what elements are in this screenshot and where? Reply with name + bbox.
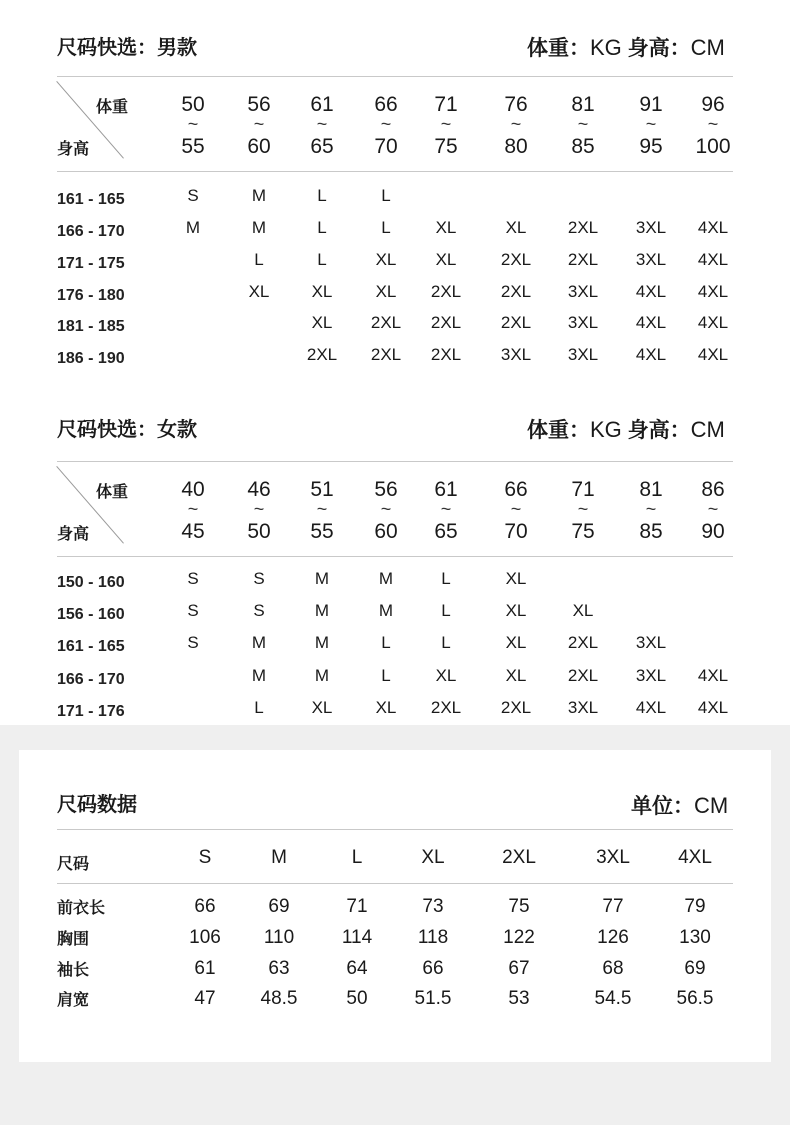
weight-range-high: 75 — [434, 135, 458, 158]
women-title: 尺码快选：女款 — [57, 419, 197, 441]
height-range-label: 171 - 175 — [57, 255, 125, 272]
size-cell: XL — [505, 218, 527, 237]
size-cell: L — [381, 633, 391, 652]
size-cell: 2XL — [500, 313, 532, 332]
women-header-weight: 体重 — [96, 484, 129, 501]
size-cell: 3XL — [500, 345, 532, 364]
weight-range-high: 95 — [639, 135, 663, 158]
weight-range-tilde: ~ — [510, 499, 522, 519]
size-cell: L — [317, 250, 327, 269]
weight-range-low: 66 — [504, 478, 528, 501]
weight-range-low: 50 — [181, 93, 205, 116]
size-cell: XL — [505, 569, 527, 588]
size-cell: S — [187, 186, 199, 205]
unit-kg: KG — [590, 35, 622, 60]
weight-range-tilde: ~ — [577, 499, 589, 519]
measurement-value: 106 — [189, 927, 221, 948]
measurement-value: 56.5 — [676, 988, 714, 1009]
height-range-label: 166 - 170 — [57, 223, 125, 240]
measurement-value: 77 — [602, 896, 624, 917]
measurement-value: 50 — [346, 988, 368, 1009]
weight-range-tilde: ~ — [187, 114, 199, 134]
weight-range-tilde: ~ — [440, 114, 452, 134]
size-cell: 3XL — [635, 218, 667, 237]
measurement-value: 54.5 — [594, 988, 632, 1009]
measure-header-rule — [57, 883, 733, 884]
weight-range-low: 61 — [310, 93, 334, 116]
size-cell: 3XL — [635, 633, 667, 652]
size-cell: 4XL — [697, 666, 729, 685]
measurement-value: 67 — [508, 958, 530, 979]
size-cell: XL — [375, 282, 397, 301]
size-cell: 2XL — [500, 698, 532, 717]
size-cell: S — [187, 569, 199, 588]
measurement-value: 66 — [422, 958, 444, 979]
measure-title: 尺码数据 — [57, 794, 137, 816]
weight-range-tilde: ~ — [316, 114, 328, 134]
unit-kg: KG — [590, 417, 622, 442]
height-range-label: 150 - 160 — [57, 574, 125, 591]
women-header-height: 身高 — [57, 526, 90, 543]
measurement-label: 袖长 — [57, 962, 90, 979]
size-cell: XL — [375, 698, 397, 717]
weight-range-low: 81 — [571, 93, 595, 116]
size-cell: 4XL — [635, 698, 667, 717]
weight-range-high: 90 — [701, 520, 725, 543]
weight-range-high: 45 — [181, 520, 205, 543]
measurement-value: 118 — [417, 927, 449, 948]
size-cell: M — [378, 569, 394, 588]
size-cell: 4XL — [635, 345, 667, 364]
measurement-value: 48.5 — [260, 988, 298, 1009]
measurement-label: 肩宽 — [57, 992, 90, 1009]
size-cell: 3XL — [635, 666, 667, 685]
height-range-label: 161 - 165 — [57, 638, 125, 655]
size-cell: 3XL — [567, 698, 599, 717]
size-cell: XL — [572, 601, 594, 620]
size-column-header: M — [271, 847, 287, 868]
size-cell: XL — [375, 250, 397, 269]
size-cell: 2XL — [370, 313, 402, 332]
size-cell: S — [187, 633, 199, 652]
height-range-label: 161 - 165 — [57, 191, 125, 208]
weight-range-high: 85 — [571, 135, 595, 158]
size-cell: 4XL — [635, 313, 667, 332]
size-cell: L — [441, 601, 451, 620]
unit-cm: CM — [690, 417, 725, 442]
unit-prefix: 单位： — [631, 795, 694, 818]
measurement-value: 64 — [346, 958, 368, 979]
size-column-header: 2XL — [502, 847, 536, 868]
size-cell: 4XL — [635, 282, 667, 301]
weight-range-high: 85 — [639, 520, 663, 543]
weight-range-high: 70 — [504, 520, 528, 543]
measurement-value: 63 — [268, 958, 290, 979]
weight-range-high: 60 — [247, 135, 271, 158]
size-cell: 3XL — [635, 250, 667, 269]
size-cell: 2XL — [430, 698, 462, 717]
weight-range-low: 40 — [181, 478, 205, 501]
size-cell: M — [314, 569, 330, 588]
men-header-weight: 体重 — [96, 99, 129, 116]
weight-range-high: 80 — [504, 135, 528, 158]
weight-range-low: 81 — [639, 478, 663, 501]
weight-range-tilde: ~ — [380, 114, 392, 134]
measurement-value: 69 — [268, 896, 290, 917]
size-cell: 2XL — [567, 218, 599, 237]
size-cell: L — [317, 186, 327, 205]
size-cell: XL — [435, 218, 457, 237]
weight-range-tilde: ~ — [316, 499, 328, 519]
measurement-value: 79 — [684, 896, 706, 917]
size-cell: 3XL — [567, 313, 599, 332]
weight-range-tilde: ~ — [577, 114, 589, 134]
size-cell: XL — [311, 282, 333, 301]
size-column-header: 4XL — [678, 847, 712, 868]
size-cell: M — [251, 186, 267, 205]
size-cell: 2XL — [370, 345, 402, 364]
measurement-value: 126 — [597, 927, 629, 948]
measurement-value: 122 — [503, 927, 535, 948]
size-cell: L — [381, 186, 391, 205]
size-cell: XL — [311, 698, 333, 717]
size-cell: M — [314, 633, 330, 652]
measure-unit-label — [631, 790, 728, 820]
size-cell: M — [314, 666, 330, 685]
size-column-header: 3XL — [596, 847, 630, 868]
size-cell: XL — [505, 666, 527, 685]
height-range-label: 156 - 160 — [57, 606, 125, 623]
size-cell: L — [381, 666, 391, 685]
size-cell: M — [251, 666, 267, 685]
size-cell: XL — [505, 601, 527, 620]
size-cell: 2XL — [567, 633, 599, 652]
size-cell: XL — [505, 633, 527, 652]
size-cell: M — [378, 601, 394, 620]
height-range-label: 166 - 170 — [57, 671, 125, 688]
measurement-value: 61 — [194, 958, 216, 979]
weight-range-high: 100 — [695, 135, 731, 158]
size-cell: XL — [435, 666, 457, 685]
measurement-label: 胸围 — [57, 931, 90, 948]
size-cell: S — [187, 601, 199, 620]
size-cell: 2XL — [430, 345, 462, 364]
height-range-label: 171 - 176 — [57, 703, 125, 720]
weight-range-high: 65 — [310, 135, 334, 158]
men-header-rule — [57, 171, 733, 172]
weight-range-low: 56 — [374, 478, 398, 501]
measurement-value: 114 — [341, 927, 373, 948]
weight-range-high: 65 — [434, 520, 458, 543]
weight-range-low: 71 — [571, 478, 595, 501]
size-cell: 4XL — [697, 345, 729, 364]
weight-range-tilde: ~ — [440, 499, 452, 519]
weight-range-low: 91 — [639, 93, 663, 116]
weight-range-low: 96 — [701, 93, 725, 116]
weight-range-high: 70 — [374, 135, 398, 158]
weight-range-tilde: ~ — [380, 499, 392, 519]
measurement-value: 51.5 — [414, 988, 452, 1009]
size-cell: L — [381, 218, 391, 237]
measurement-value: 69 — [684, 958, 706, 979]
weight-range-tilde: ~ — [645, 499, 657, 519]
size-cell: M — [185, 218, 201, 237]
measurement-value: 71 — [346, 896, 368, 917]
size-cell: M — [251, 218, 267, 237]
size-cell: 4XL — [697, 698, 729, 717]
size-cell: 2XL — [567, 250, 599, 269]
size-cell: M — [314, 601, 330, 620]
size-cell: S — [253, 569, 265, 588]
unit-weight-label: 体重： — [527, 419, 590, 442]
weight-range-low: 61 — [434, 478, 458, 501]
weight-range-low: 76 — [504, 93, 528, 116]
unit-height-label: 身高： — [621, 419, 691, 442]
men-header-height: 身高 — [57, 141, 90, 158]
height-range-label: 176 - 180 — [57, 287, 125, 304]
weight-range-high: 75 — [571, 520, 595, 543]
measurement-value: 75 — [508, 896, 530, 917]
weight-range-tilde: ~ — [645, 114, 657, 134]
weight-range-tilde: ~ — [707, 114, 719, 134]
size-column-header: S — [198, 847, 212, 868]
weight-range-tilde: ~ — [253, 114, 265, 134]
size-cell: 2XL — [430, 313, 462, 332]
size-cell: 3XL — [567, 282, 599, 301]
weight-range-high: 55 — [310, 520, 334, 543]
size-cell: 3XL — [567, 345, 599, 364]
size-cell: L — [254, 698, 264, 717]
measurement-value: 53 — [508, 988, 530, 1009]
size-header-label: 尺码 — [57, 856, 90, 873]
weight-range-low: 71 — [434, 93, 458, 116]
measurement-value: 73 — [422, 896, 444, 917]
weight-range-tilde: ~ — [707, 499, 719, 519]
measurement-value: 47 — [194, 988, 216, 1009]
weight-range-high: 60 — [374, 520, 398, 543]
height-range-label: 186 - 190 — [57, 350, 125, 367]
measurement-label: 前衣长 — [57, 900, 106, 917]
size-cell: 2XL — [306, 345, 338, 364]
weight-range-low: 46 — [247, 478, 271, 501]
size-cell: L — [441, 633, 451, 652]
men-top-rule — [57, 76, 733, 77]
unit-weight-label: 体重： — [527, 37, 590, 60]
weight-range-low: 66 — [374, 93, 398, 116]
size-cell: M — [251, 633, 267, 652]
unit-cm: CM — [694, 793, 729, 818]
measurement-value: 130 — [679, 927, 711, 948]
measurement-value: 66 — [194, 896, 216, 917]
size-cell: L — [254, 250, 264, 269]
size-cell: L — [317, 218, 327, 237]
unit-cm: CM — [690, 35, 725, 60]
weight-range-low: 86 — [701, 478, 725, 501]
weight-range-low: 51 — [310, 478, 334, 501]
men-unit-label — [527, 32, 725, 62]
weight-range-tilde: ~ — [253, 499, 265, 519]
women-header-rule — [57, 556, 733, 557]
size-column-header: L — [351, 847, 363, 868]
weight-range-high: 50 — [247, 520, 271, 543]
height-range-label: 181 - 185 — [57, 318, 125, 335]
size-cell: 4XL — [697, 282, 729, 301]
measurement-value: 68 — [602, 958, 624, 979]
measure-top-rule — [57, 829, 733, 830]
size-cell: S — [253, 601, 265, 620]
women-top-rule — [57, 461, 733, 462]
unit-height-label: 身高： — [621, 37, 691, 60]
size-column-header: XL — [421, 847, 445, 868]
size-cell: 2XL — [500, 282, 532, 301]
size-cell: 4XL — [697, 218, 729, 237]
weight-range-tilde: ~ — [510, 114, 522, 134]
size-cell: 2XL — [500, 250, 532, 269]
size-cell: XL — [311, 313, 333, 332]
size-cell: 4XL — [697, 250, 729, 269]
weight-range-tilde: ~ — [187, 499, 199, 519]
size-cell: XL — [248, 282, 270, 301]
men-title: 尺码快选：男款 — [57, 37, 197, 59]
size-cell: 2XL — [567, 666, 599, 685]
women-unit-label — [527, 414, 725, 444]
weight-range-high: 55 — [181, 135, 205, 158]
measurement-value: 110 — [263, 927, 295, 948]
size-cell: 4XL — [697, 313, 729, 332]
size-cell: 2XL — [430, 282, 462, 301]
weight-range-low: 56 — [247, 93, 271, 116]
size-cell: L — [441, 569, 451, 588]
size-cell: XL — [435, 250, 457, 269]
